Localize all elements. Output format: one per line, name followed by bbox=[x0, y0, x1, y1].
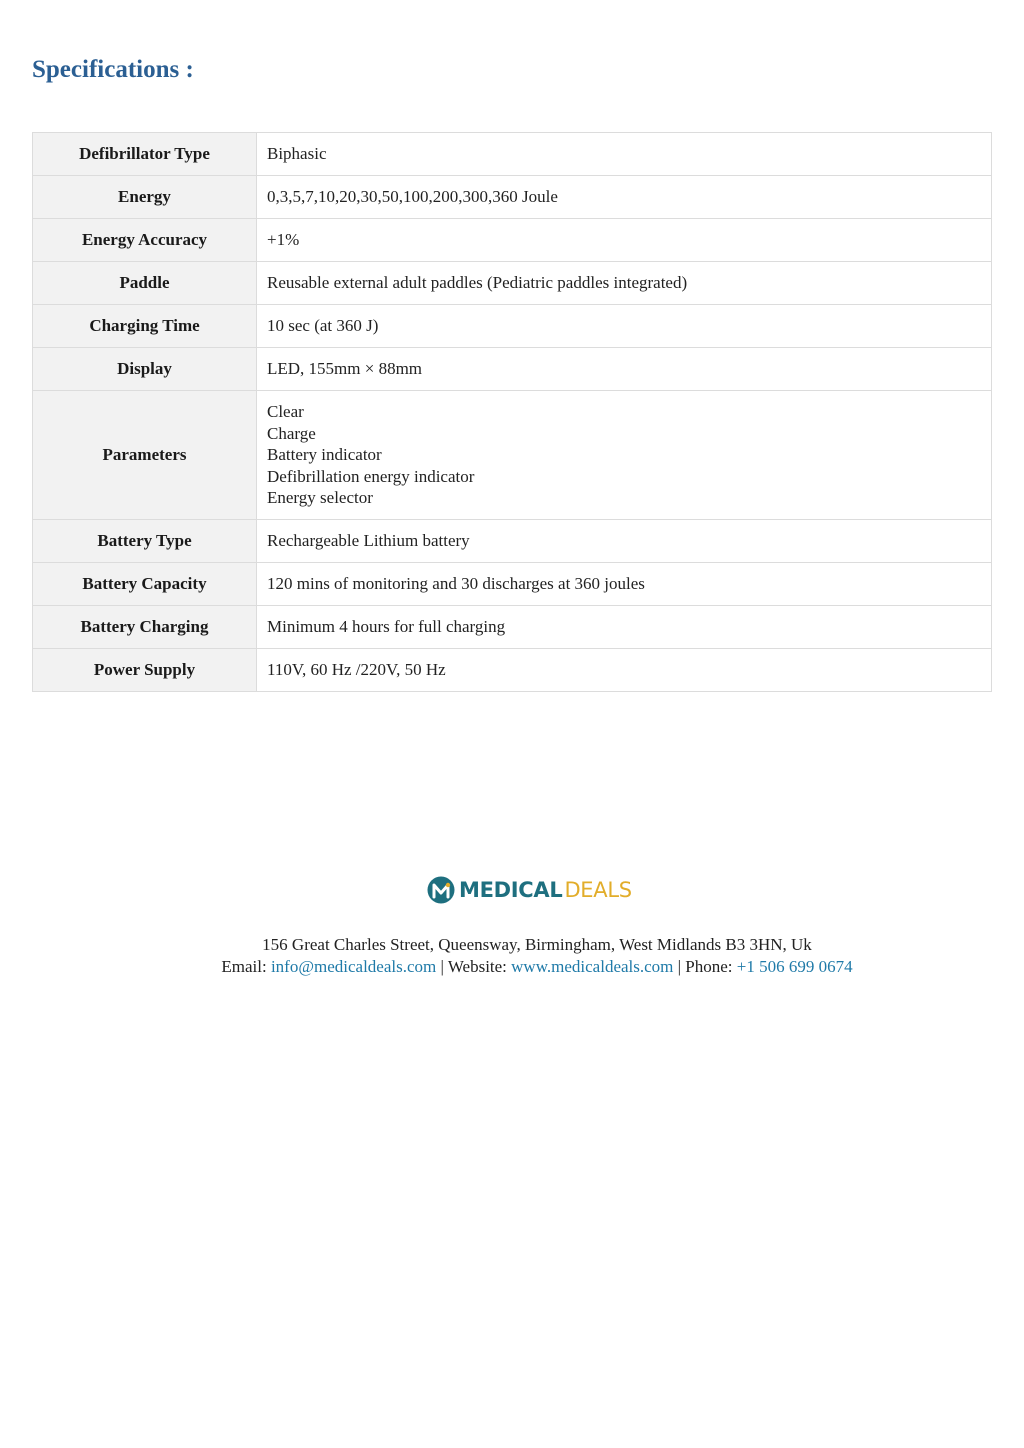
phone-label: | Phone: bbox=[673, 956, 737, 976]
spec-label: Display bbox=[33, 348, 257, 391]
footer bbox=[0, 934, 1024, 977]
brand-logo bbox=[427, 874, 632, 906]
spec-value: 0,3,5,7,10,20,30,50,100,200,300,360 Joule bbox=[257, 176, 992, 219]
table-row bbox=[33, 262, 992, 305]
parameter-item: Energy selector bbox=[267, 488, 373, 508]
spec-label: Charging Time bbox=[33, 305, 257, 348]
spec-label: Battery Type bbox=[33, 520, 257, 563]
table-row bbox=[33, 348, 992, 391]
website-link[interactable]: www.medicaldeals.com bbox=[511, 956, 674, 976]
table-row bbox=[33, 563, 992, 606]
parameter-item: Defibrillation energy indicator bbox=[267, 466, 475, 486]
spec-value: 10 sec (at 360 J) bbox=[257, 305, 992, 348]
spec-label: Battery Capacity bbox=[33, 563, 257, 606]
spec-value: Rechargeable Lithium battery bbox=[257, 520, 992, 563]
spec-value: LED, 155mm × 88mm bbox=[257, 348, 992, 391]
table-row bbox=[33, 219, 992, 262]
email-link[interactable]: info@medicaldeals.com bbox=[270, 956, 437, 976]
phone-link[interactable]: +1 506 699 0674 bbox=[736, 956, 853, 976]
footer-address: 156 Great Charles Street, Queensway, Birmingham, West Midlands B3 3HN, Uk bbox=[262, 935, 812, 954]
spec-value: 120 mins of monitoring and 30 discharges at 360 joules bbox=[257, 563, 992, 606]
spec-value: +1% bbox=[257, 219, 992, 262]
specifications-table bbox=[32, 132, 992, 692]
parameter-item: Charge bbox=[267, 423, 316, 443]
table-row bbox=[33, 520, 992, 563]
spec-label: Energy bbox=[33, 176, 257, 219]
spec-value: Reusable external adult paddles (Pediatric paddles integrated) bbox=[257, 262, 992, 305]
table-row bbox=[33, 176, 992, 219]
spec-label: Power Supply bbox=[33, 649, 257, 692]
table-row bbox=[33, 606, 992, 649]
logo-wordmark bbox=[459, 878, 632, 902]
spec-value: Biphasic bbox=[257, 133, 992, 176]
spec-label: Battery Charging bbox=[33, 606, 257, 649]
spec-label: Defibrillator Type bbox=[33, 133, 257, 176]
logo-word-deals: DEALS bbox=[564, 878, 632, 902]
page-title: Specifications : bbox=[32, 56, 194, 83]
medical-deals-logo-icon bbox=[427, 876, 455, 904]
table-row bbox=[33, 305, 992, 348]
table-row bbox=[33, 391, 992, 520]
logo-word-medical: MEDICAL bbox=[459, 878, 563, 902]
table-row bbox=[33, 649, 992, 692]
parameter-item: Battery indicator bbox=[267, 445, 382, 465]
email-label: Email: bbox=[221, 956, 271, 976]
spec-value-list bbox=[257, 391, 992, 520]
spec-label: Parameters bbox=[33, 391, 257, 520]
footer-contact bbox=[0, 956, 1024, 978]
website-label: | Website: bbox=[436, 956, 512, 976]
table-row bbox=[33, 133, 992, 176]
spec-value: Minimum 4 hours for full charging bbox=[257, 606, 992, 649]
spec-value: 110V, 60 Hz /220V, 50 Hz bbox=[257, 649, 992, 692]
spec-label: Energy Accuracy bbox=[33, 219, 257, 262]
parameter-item: Clear bbox=[267, 402, 304, 422]
spec-label: Paddle bbox=[33, 262, 257, 305]
